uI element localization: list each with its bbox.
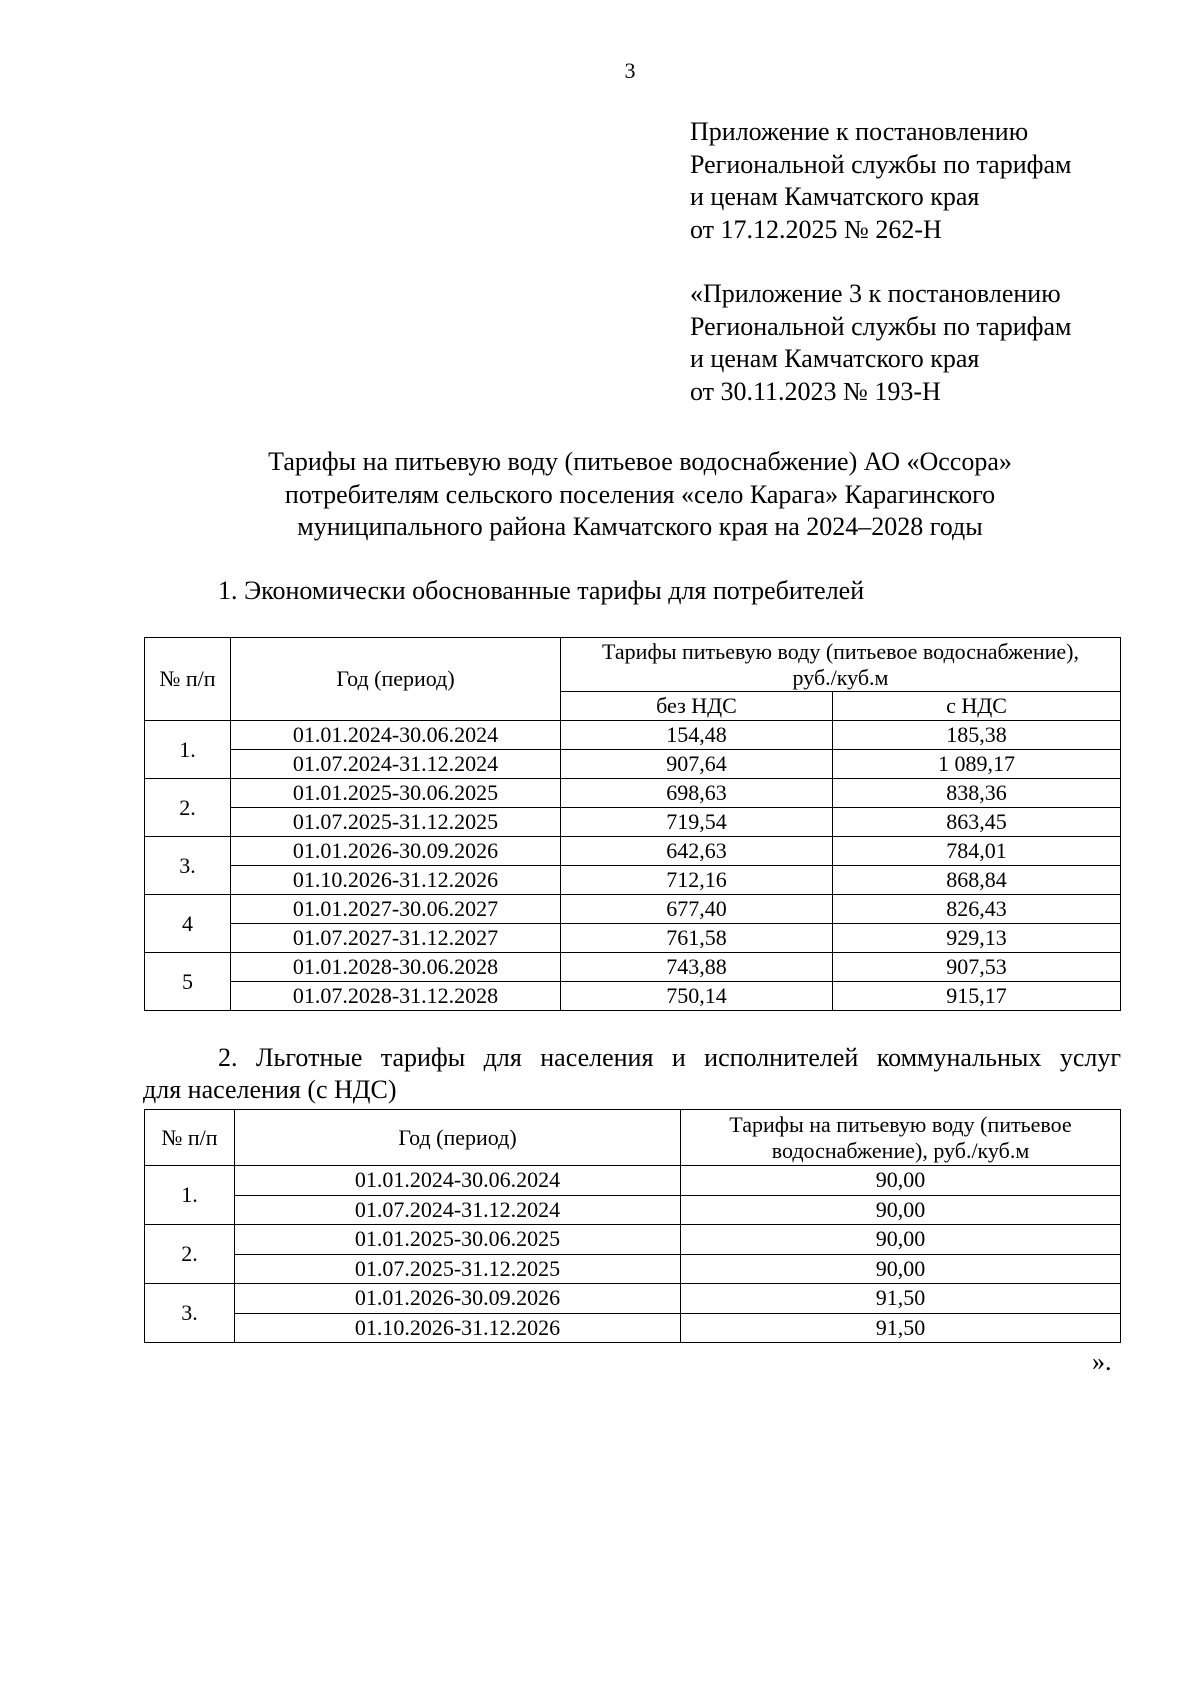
appendix-line: и ценам Камчатского края bbox=[690, 182, 980, 211]
no-vat-cell: 719,54 bbox=[561, 808, 833, 837]
economic-tariffs-table bbox=[144, 637, 1121, 1011]
document-title bbox=[160, 446, 1120, 544]
period-cell: 01.07.2024-31.12.2024 bbox=[235, 1195, 681, 1225]
row-number: 3. bbox=[145, 1284, 235, 1343]
value-cell: 91,50 bbox=[681, 1284, 1121, 1314]
period-cell: 01.01.2026-30.09.2026 bbox=[235, 1284, 681, 1314]
appendix-line: Приложение к постановлению bbox=[690, 117, 1029, 146]
table-row bbox=[145, 721, 1121, 750]
row-number: 3. bbox=[145, 837, 231, 895]
no-vat-cell: 907,64 bbox=[561, 750, 833, 779]
vat-cell: 863,45 bbox=[833, 808, 1121, 837]
vat-cell: 929,13 bbox=[833, 924, 1121, 953]
value-cell: 90,00 bbox=[681, 1166, 1121, 1196]
table-row bbox=[145, 750, 1121, 779]
section2-heading bbox=[143, 1042, 1121, 1106]
period-cell: 01.01.2025-30.06.2025 bbox=[231, 779, 561, 808]
period-cell: 01.01.2024-30.06.2024 bbox=[235, 1166, 681, 1196]
appendix-line: от 17.12.2025 № 262-Н bbox=[690, 214, 942, 244]
table-row bbox=[145, 837, 1121, 866]
period-cell: 01.07.2028-31.12.2028 bbox=[231, 982, 561, 1011]
page-number: 3 bbox=[624, 58, 636, 83]
title-line: Тарифы на питьевую воду (питьевое водоснабжение) АО «Оссора» bbox=[268, 447, 1012, 476]
appendix-line: от 30.11.2023 № 193-Н bbox=[690, 376, 941, 406]
appendix-line: Региональной службы по тарифам bbox=[690, 311, 1072, 341]
table-row bbox=[145, 953, 1121, 982]
period-cell: 01.10.2026-31.12.2026 bbox=[231, 866, 561, 895]
no-vat-cell: 750,14 bbox=[561, 982, 833, 1011]
table-row bbox=[145, 1284, 1121, 1314]
closing-quote-mark: ». bbox=[1092, 1347, 1112, 1376]
vat-cell: 185,38 bbox=[833, 721, 1121, 750]
no-vat-cell: 642,63 bbox=[561, 837, 833, 866]
period-cell: 01.01.2027-30.06.2027 bbox=[231, 895, 561, 924]
row-number: 1. bbox=[145, 1166, 235, 1225]
table-row bbox=[145, 924, 1121, 953]
header-no-vat: без НДС bbox=[561, 692, 833, 721]
period-cell: 01.01.2026-30.09.2026 bbox=[231, 837, 561, 866]
table-row bbox=[145, 1313, 1121, 1343]
table-row bbox=[145, 895, 1121, 924]
table-row bbox=[145, 808, 1121, 837]
no-vat-cell: 677,40 bbox=[561, 895, 833, 924]
period-cell: 01.10.2026-31.12.2026 bbox=[235, 1313, 681, 1343]
no-vat-cell: 698,63 bbox=[561, 779, 833, 808]
value-cell: 90,00 bbox=[681, 1254, 1121, 1284]
period-cell: 01.01.2025-30.06.2025 bbox=[235, 1225, 681, 1255]
table-row bbox=[145, 1166, 1121, 1196]
appendix-block-current bbox=[690, 116, 1170, 246]
table-row bbox=[145, 982, 1121, 1011]
title-line: муниципального района Камчатского края на 2024–2028 годы bbox=[297, 512, 983, 541]
section1-heading: 1. Экономически обоснованные тарифы для потребителей bbox=[218, 576, 865, 605]
table-row bbox=[145, 1254, 1121, 1284]
no-vat-cell: 712,16 bbox=[561, 866, 833, 895]
period-cell: 01.01.2024-30.06.2024 bbox=[231, 721, 561, 750]
header-tariff: Тарифы питьевую воду (питьевое водоснабжение), руб./куб.м bbox=[561, 638, 1121, 692]
period-cell: 01.07.2025-31.12.2025 bbox=[231, 808, 561, 837]
header-vat: с НДС bbox=[833, 692, 1121, 721]
appendix-line: Региональной службы по тарифам bbox=[690, 149, 1072, 179]
value-cell: 90,00 bbox=[681, 1195, 1121, 1225]
vat-cell: 1 089,17 bbox=[833, 750, 1121, 779]
header-period: Год (период) bbox=[231, 638, 561, 721]
vat-cell: 915,17 bbox=[833, 982, 1121, 1011]
no-vat-cell: 154,48 bbox=[561, 721, 833, 750]
vat-cell: 868,84 bbox=[833, 866, 1121, 895]
period-cell: 01.07.2024-31.12.2024 bbox=[231, 750, 561, 779]
row-number: 2. bbox=[145, 1225, 235, 1284]
table-row bbox=[145, 1195, 1121, 1225]
appendix-line: «Приложение 3 к постановлению bbox=[690, 279, 1061, 308]
vat-cell: 907,53 bbox=[833, 953, 1121, 982]
header-period: Год (период) bbox=[235, 1110, 681, 1166]
no-vat-cell: 743,88 bbox=[561, 953, 833, 982]
section2-heading-line: 2. Льготные тарифы для населения и исполнителей коммунальных услуг bbox=[218, 1043, 1121, 1072]
row-number: 1. bbox=[145, 721, 231, 779]
appendix-line: и ценам Камчатского края bbox=[690, 344, 980, 373]
header-num: № п/п bbox=[145, 1110, 235, 1166]
vat-cell: 826,43 bbox=[833, 895, 1121, 924]
period-cell: 01.07.2025-31.12.2025 bbox=[235, 1254, 681, 1284]
no-vat-cell: 761,58 bbox=[561, 924, 833, 953]
vat-cell: 784,01 bbox=[833, 837, 1121, 866]
table-row bbox=[145, 1225, 1121, 1255]
table-row bbox=[145, 779, 1121, 808]
row-number: 2. bbox=[145, 779, 231, 837]
header-tariff: Тарифы на питьевую воду (питьевое водоснабжение), руб./куб.м bbox=[681, 1110, 1121, 1166]
row-number: 4 bbox=[145, 895, 231, 953]
title-line: потребителям сельского поселения «село Карага» Карагинского bbox=[284, 479, 996, 509]
header-num: № п/п bbox=[145, 638, 231, 721]
period-cell: 01.07.2027-31.12.2027 bbox=[231, 924, 561, 953]
vat-cell: 838,36 bbox=[833, 779, 1121, 808]
section2-heading-line: для населения (с НДС) bbox=[143, 1075, 397, 1104]
appendix-block-original bbox=[690, 278, 1170, 408]
value-cell: 91,50 bbox=[681, 1313, 1121, 1343]
preferential-tariffs-table bbox=[144, 1109, 1121, 1343]
row-number: 5 bbox=[145, 953, 231, 1011]
table-row bbox=[145, 866, 1121, 895]
period-cell: 01.01.2028-30.06.2028 bbox=[231, 953, 561, 982]
value-cell: 90,00 bbox=[681, 1225, 1121, 1255]
